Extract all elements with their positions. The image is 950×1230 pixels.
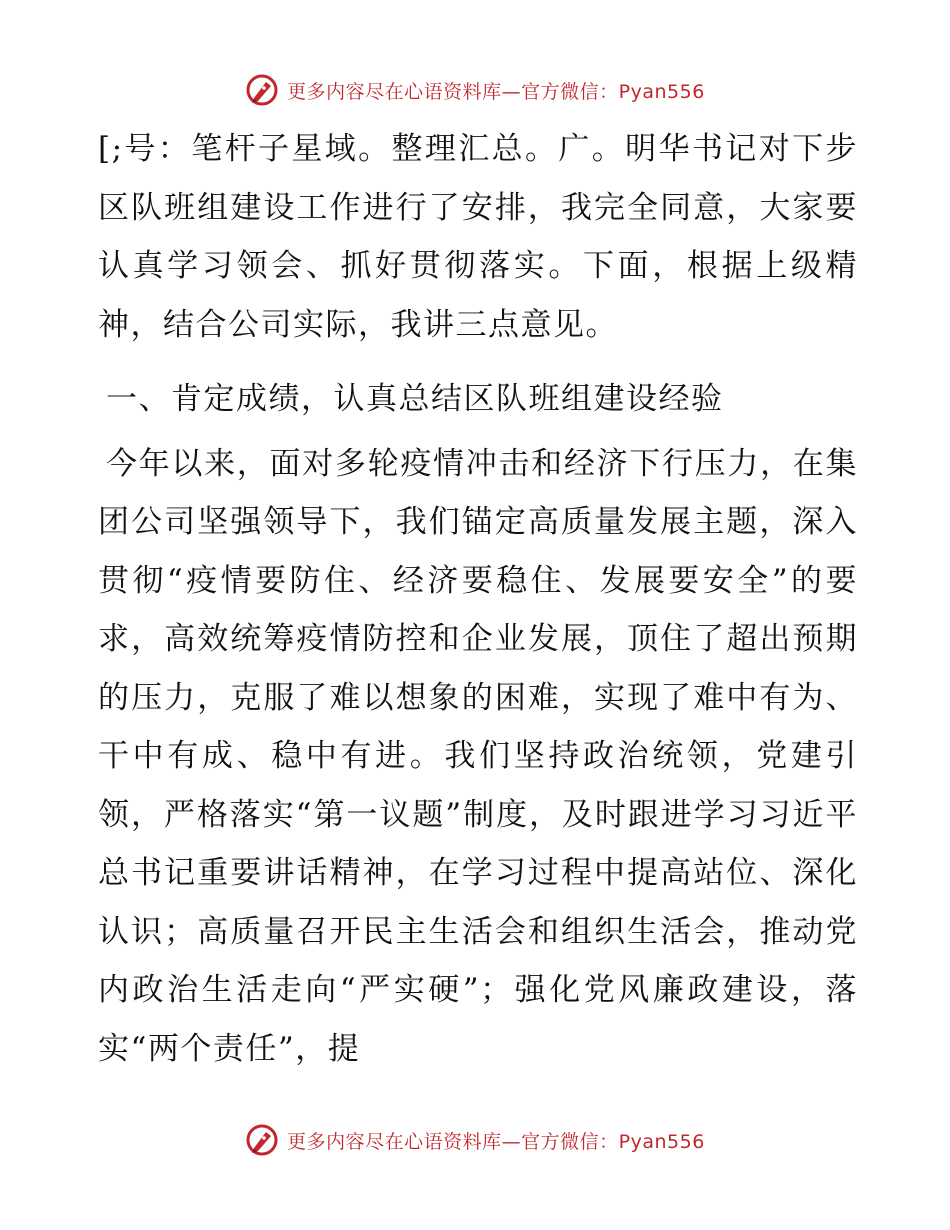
paragraph-achievements: 今年以来，面对多轮疫情冲击和经济下行压力，在集团公司坚强领导下，我们锚定高质量发展主题，深入贯彻“疫情要防住、经济要稳住、发展要安全”的要求，高效统筹疫情防控和企业发展，顶住了超出预期的压力，克服了难以想象的困难，实现了难中有为、干中有成、稳中有进。我们坚持政治统领，党建引领，严格落实“第一议题”制度，及时跟进学习习近平总书记重要讲话精神，在学习过程中提高站位、深化认识；高质量召开民主生活会和组织生活会，推动党内政治生活走向“严实硬”；强化党风廉政建设，落实“两个责任”，提 bbox=[98, 445, 858, 1067]
footer-watermark-text: 更多内容尽在心语资料库—官方微信：Pyan556 bbox=[287, 1130, 705, 1153]
document-body bbox=[98, 120, 858, 1078]
footer-watermark-banner bbox=[0, 1120, 950, 1160]
header-watermark-text: 更多内容尽在心语资料库—官方微信：Pyan556 bbox=[287, 80, 705, 103]
paragraph-intro: [;号：笔杆子星域。整理汇总。广。明华书记对下步区队班组建设工作进行了安排，我完全同意，大家要认真学习领会、抓好贯彻落实。下面，根据上级精神，结合公司实际，我讲三点意见。 bbox=[98, 131, 858, 343]
pen-nib-icon bbox=[245, 1123, 279, 1157]
header-watermark-banner bbox=[0, 70, 950, 110]
section-heading-1: 一、肯定成绩，认真总结区队班组建设经验 bbox=[106, 381, 724, 417]
pen-nib-icon bbox=[245, 73, 279, 107]
